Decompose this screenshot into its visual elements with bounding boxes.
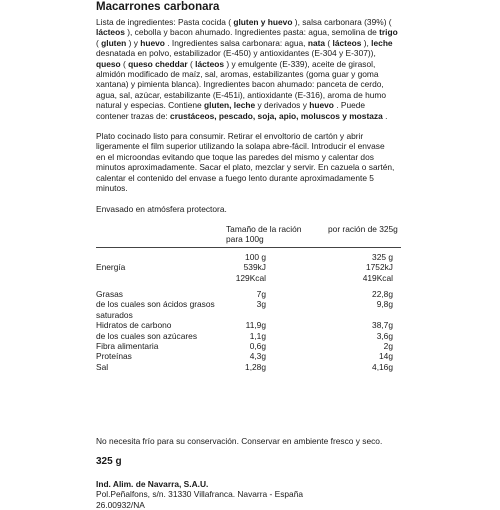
allergen-text: trigo	[379, 27, 398, 38]
ingredient-text: .	[382, 110, 388, 121]
value-per-100g: 3g	[256, 299, 266, 310]
ingredient-text: ), cebolla y bacon ahumado. Ingredientes pasta: agua, semolina de	[124, 27, 380, 38]
value-per-100g: 1,1g	[249, 330, 266, 341]
allergen-text: nata	[307, 37, 326, 48]
ingredient-text: (	[187, 58, 196, 69]
nutrient-label: de los cuales son azúcares	[96, 330, 198, 341]
nutrition-row	[96, 299, 401, 309]
value-per-100g: 4,3g	[249, 351, 266, 362]
ingredient-text: ) y emulgente (E-339), aceite de girasol, almidón modificado de maíz, sal, aromas, estabilizantes (goma guar y goma xantana) y pimienta blanca). Ingredientes bacon ahumado: panceta de cerdo, agua, sal, azúcar, estabilizante (E-451i), antioxidante (E-316), aroma de humo natural y especias. Contiene	[96, 58, 387, 111]
ingredient-text: . Ingredientes salsa carbonara: agua,	[164, 37, 308, 48]
value-per-portion: 9,8g	[376, 299, 393, 310]
nutrient-label: Energía	[96, 262, 126, 273]
nutrition-table	[96, 224, 401, 372]
nutrition-row	[96, 320, 401, 330]
ingredient-text: . Puede contener trazas de:	[96, 100, 366, 121]
nutrient-label: Hidratos de carbono	[96, 320, 172, 331]
nutrition-rows	[96, 252, 401, 372]
ingredient-text: (	[96, 37, 102, 48]
ingredient-text: ), salsa carbonara (39%) (	[292, 17, 392, 27]
nutrition-row	[96, 289, 401, 299]
nutrition-row	[96, 341, 401, 351]
nutrient-label: de los cuales son ácidos grasos	[96, 299, 215, 310]
allergen-text: gluten, leche	[204, 100, 256, 111]
nutrient-label: Proteínas	[96, 351, 132, 362]
value-per-portion: 4,16g	[372, 361, 393, 372]
nutrient-label: Sal	[96, 361, 109, 372]
company-address: Pol.Peñalfons, s/n. 31330 Villafranca. Navarra - España	[96, 489, 304, 500]
product-title: Macarrones carbonara	[96, 1, 220, 13]
ingredients-list	[96, 17, 398, 121]
nutrition-row	[96, 331, 401, 341]
allergen-text: leche	[371, 37, 393, 48]
value-per-100g: 0,6g	[249, 341, 266, 352]
nutrition-row	[96, 362, 401, 372]
ingredient-text: (	[325, 37, 333, 48]
nutrient-label: saturados	[96, 309, 133, 320]
value-per-100g: 11,9g	[245, 320, 266, 331]
allergen-text: lácteos	[96, 27, 125, 38]
storage-note: No necesita frío para su conservación. Conservar en ambiente fresco y seco.	[96, 436, 383, 447]
nutrition-header	[96, 224, 401, 245]
allergen-text: lácteos	[332, 37, 362, 48]
allergen-text: gluten y huevo	[233, 17, 293, 27]
ingredient-text: ) y	[126, 37, 141, 48]
value-per-portion: 3,6g	[376, 330, 393, 341]
value-per-100g: 539kJ	[243, 262, 266, 273]
nutrition-divider	[96, 247, 401, 248]
value-per-portion: 325 g	[372, 251, 393, 262]
nutrient-label: Fibra alimentaria	[96, 341, 159, 352]
value-per-100g: 7g	[256, 289, 266, 300]
value-per-portion: 14g	[379, 351, 393, 362]
value-per-100g: 100 g	[245, 251, 266, 262]
allergen-text: crustáceos, pescado, soja, apio, moluscos y mostaza	[170, 110, 383, 121]
value-per-portion: 38,7g	[372, 320, 393, 331]
allergen-text: queso	[96, 58, 121, 69]
nutrition-row	[96, 351, 401, 361]
header-100g: Tamaño de la ración para 100g	[226, 223, 302, 245]
preparation-instructions: Plato cocinado listo para consumir. Retirar el envoltorio de cartón y abrir ligeramente el film superior utilizando la solapa abre-fácil. Introducir el envase en el microondas evitando que toque las paredes del mismo y calentar dos minutos aproximadamente. Sacar el plato, mezclar y servir. En cazuela o sartén, calentar el contenido del envase a fuego lento durante aproximadamente 5 minutos.	[96, 131, 395, 194]
nutrition-row	[96, 262, 401, 272]
allergen-text: lácteos	[195, 58, 225, 69]
allergen-text: huevo	[309, 100, 334, 111]
nutrition-row	[96, 252, 401, 262]
nutrition-row	[96, 273, 401, 283]
ingredient-text: Lista de ingredientes: Pasta cocida (	[96, 17, 234, 27]
company-info	[96, 479, 401, 510]
ingredient-text: ),	[361, 37, 372, 48]
ingredient-text: (	[120, 58, 129, 69]
header-portion: por ración de 325g	[328, 223, 398, 234]
company-name: Ind. Alim. de Navarra, S.A.U.	[96, 479, 209, 490]
allergen-text: huevo	[140, 37, 165, 48]
value-per-100g: 1,28g	[245, 361, 266, 372]
nutrient-label: Grasas	[96, 289, 123, 300]
value-per-portion: 22,8g	[372, 289, 393, 300]
value-per-100g: 129Kcal	[235, 272, 266, 283]
value-per-portion: 1752kJ	[365, 262, 393, 273]
nutrition-row	[96, 310, 401, 320]
allergen-text: queso cheddar	[128, 58, 188, 69]
ingredient-text: desnatada en polvo, estabilizador (E-450) y antioxidantes (E-304 y E-307)),	[96, 48, 376, 59]
allergen-text: gluten	[101, 37, 127, 48]
value-per-portion: 419Kcal	[362, 272, 393, 283]
value-per-portion: 2g	[383, 341, 393, 352]
packaging-note: Envasado en atmósfera protectora.	[96, 203, 227, 214]
product-label	[96, 0, 401, 510]
ingredient-text: y derivados y	[255, 100, 310, 111]
net-weight: 325 g	[96, 455, 122, 467]
registry-number: 26.00932/NA	[96, 499, 145, 510]
